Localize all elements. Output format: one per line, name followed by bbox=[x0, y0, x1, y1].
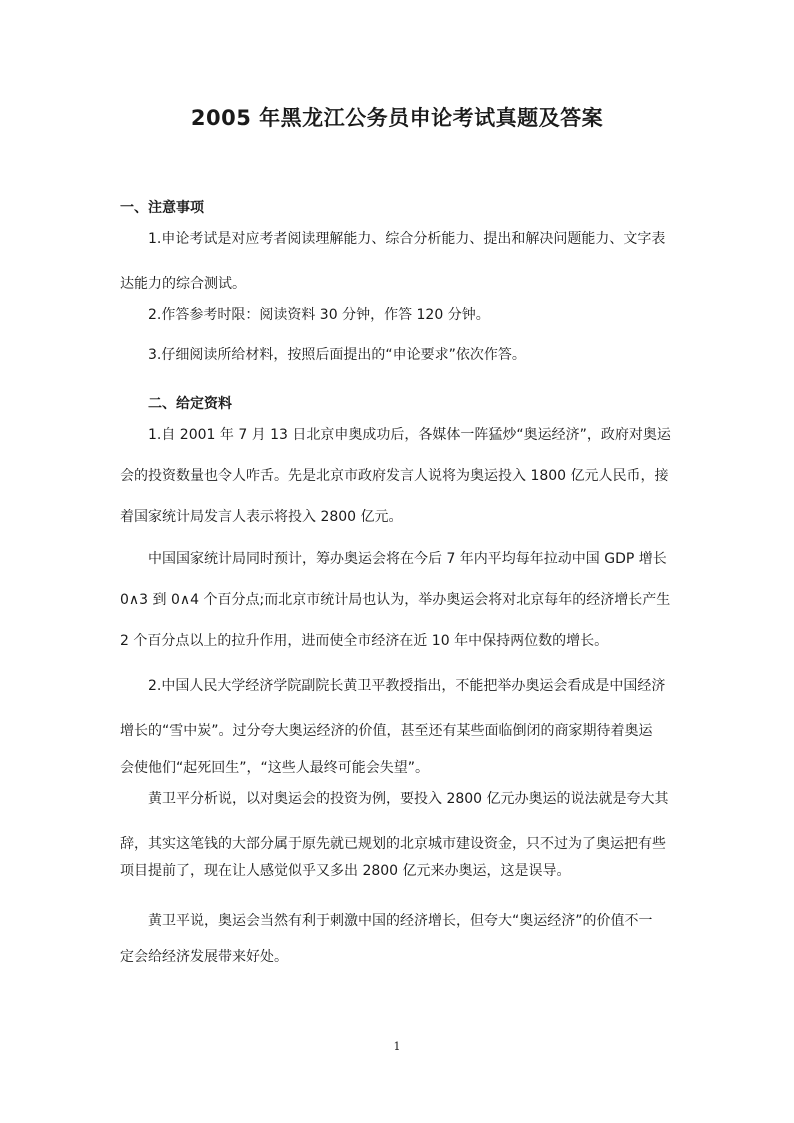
paragraph-line: 0∧3 到 0∧4 个百分点;而北京市统计局也认为，举办奥运会将对北京每年的经济增长产生 bbox=[120, 592, 671, 608]
paragraph-line: 着国家统计局发言人表示将投入 2800 亿元。 bbox=[120, 509, 403, 525]
paragraph-line: 会使他们“起死回生”，“这些人最终可能会失望”。 bbox=[120, 760, 430, 776]
paragraph-line: 定会给经济发展带来好处。 bbox=[120, 949, 288, 965]
paragraph-line: 项目提前了，现在让人感觉似乎又多出 2800 亿元来办奥运，这是误导。 bbox=[120, 863, 571, 879]
page-number: 1 bbox=[393, 1040, 401, 1053]
paragraph-line: 黄卫平说，奥运会当然有利于刺激中国的经济增长，但夸大“奥运经济”的价值不一 bbox=[148, 913, 653, 929]
page-title: 2005 年黑龙江公务员申论考试真题及答案 bbox=[190, 106, 604, 130]
paragraph-line: 1.自 2001 年 7 月 13 日北京申奥成功后，各媒体一阵猛炒“奥运经济”，政府对奥运 bbox=[148, 427, 671, 443]
paragraph-line: 辞，其实这笔钱的大部分属于原先就已规划的北京城市建设资金，只不过为了奥运把有些 bbox=[120, 836, 666, 852]
paragraph-line: 2.中国人民大学经济学院副院长黄卫平教授指出，不能把举办奥运会看成是中国经济 bbox=[148, 678, 666, 694]
paragraph-line: 会的投资数量也令人咋舌。先是北京市政府发言人说将为奥运投入 1800 亿元人民币，接 bbox=[120, 468, 669, 484]
paragraph-line: 1.申论考试是对应考者阅读理解能力、综合分析能力、提出和解决问题能力、文字表 bbox=[148, 231, 666, 247]
paragraph-line: 2.作答参考时限：阅读资料 30 分钟，作答 120 分钟。 bbox=[148, 307, 490, 323]
paragraph-line: 黄卫平分析说，以对奥运会的投资为例，要投入 2800 亿元办奥运的说法就是夸大其 bbox=[148, 791, 669, 807]
paragraph-line: 2 个百分点以上的拉升作用，进而使全市经济在近 10 年中保持两位数的增长。 bbox=[120, 633, 609, 649]
paragraph-line: 3.仔细阅读所给材料，按照后面提出的“申论要求”依次作答。 bbox=[148, 347, 526, 363]
section-heading-materials: 二、给定资料 bbox=[148, 396, 232, 412]
paragraph-line: 达能力的综合测试。 bbox=[120, 276, 246, 292]
paragraph-line: 中国国家统计局同时预计，筹办奥运会将在今后 7 年内平均每年拉动中国 GDP 增长 bbox=[148, 551, 667, 567]
paragraph-line: 增长的“雪中炭”。过分夸大奥运经济的价值，甚至还有某些面临倒闭的商家期待着奥运 bbox=[120, 723, 653, 739]
section-heading-notes: 一、注意事项 bbox=[120, 200, 204, 216]
